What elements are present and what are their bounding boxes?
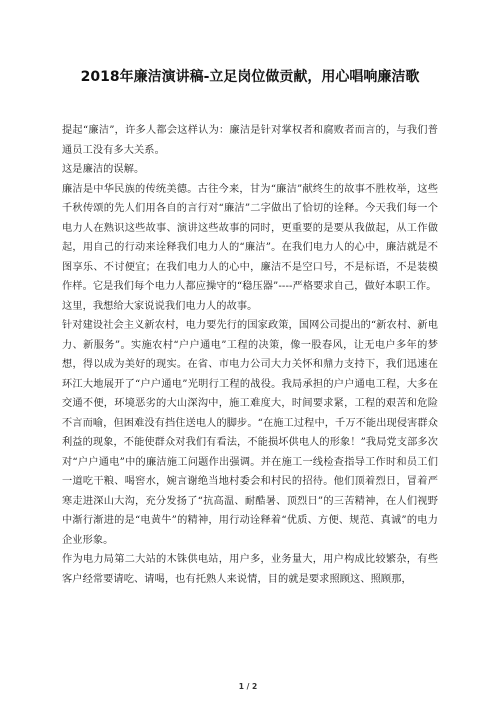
paragraph: 针对建设社会主义新农村，电力要先行的国家政策，国网公司提出的“新农村、新电力、新服务”。实施农村“户户通电”工程的决策，像一股春风，让无电户多年的梦想，得以成为美好的现实。在省、市电力公司大力关怀和鼎力支持下，我们迅速在环江大地展开了“户户通电”光明行工程的战役。我局承担的户户通电工程，大多在交通不便，环境恶劣的大山深沟中，施工难度大，时间要求紧，工程的艰苦和危险不言而喻，但困难没有挡住送电人的脚步。“在施工过程中，千万不能出现侵害群众利益的现象，不能使群众对我们有看法，不能损坏供电人的形象！”我局党支部多次对“户户通电”中的廉洁施工问题作出强调。并在施工一线检查指导工作时和员工们一道吃干粮、喝窖水，婉言谢绝当地村委会和村民的招待。他们顶着烈日，冒着严寒走进深山大沟，充分发扬了“抗高温、耐酷暑、顶烈日”的三苦精神，在人们视野中渐行渐进的是“电黄牛”的精神，用行动诠释着“优质、方便、规范、真诚”的电力企业形象。 bbox=[62, 320, 438, 546]
paragraph: 廉洁是中华民族的传统美德。古往今来，甘为“廉洁”献终生的故事不胜枚举，这些千秋传颂的先人们用各自的言行对“廉洁”二字做出了恰切的诠释。今天我们每一个电力人在熟识这些故事、演讲这些故事的同时，更重要的是要从我做起，从工作做起，用自己的行动来诠释我们电力人的“廉洁”。在我们电力人的心中，廉洁就是不图享乐、不讨便宜；在我们电力人的心中，廉洁不是空口号，不是标语，不是装模作样。它是我们每个电力人都应操守的“稳压器”----严格要求自己，做好本职工作。 bbox=[62, 183, 438, 292]
paragraph: 作为电力局第二大站的木铢供电站，用户多，业务量大，用户构成比较繁杂，有些客户经常要请吃、请喝，也有托熟人来说情，目的就是要求照顾这、照顾那， bbox=[62, 554, 438, 585]
paragraph: 这里，我想给大家说说我们电力人的故事。 bbox=[62, 300, 258, 312]
document-title: 2018年廉洁演讲稿-立足岗位做贡献，用心唱响廉洁歌 bbox=[80, 69, 420, 85]
page-number: 1 / 2 bbox=[238, 682, 258, 691]
document-body bbox=[62, 121, 438, 589]
paragraph: 这是廉洁的误解。 bbox=[62, 164, 145, 175]
paragraph: 提起“廉洁”，许多人都会这样认为：廉洁是针对掌权者和腐败者而言的，与我们普通员工没有多大关系。 bbox=[62, 125, 438, 156]
